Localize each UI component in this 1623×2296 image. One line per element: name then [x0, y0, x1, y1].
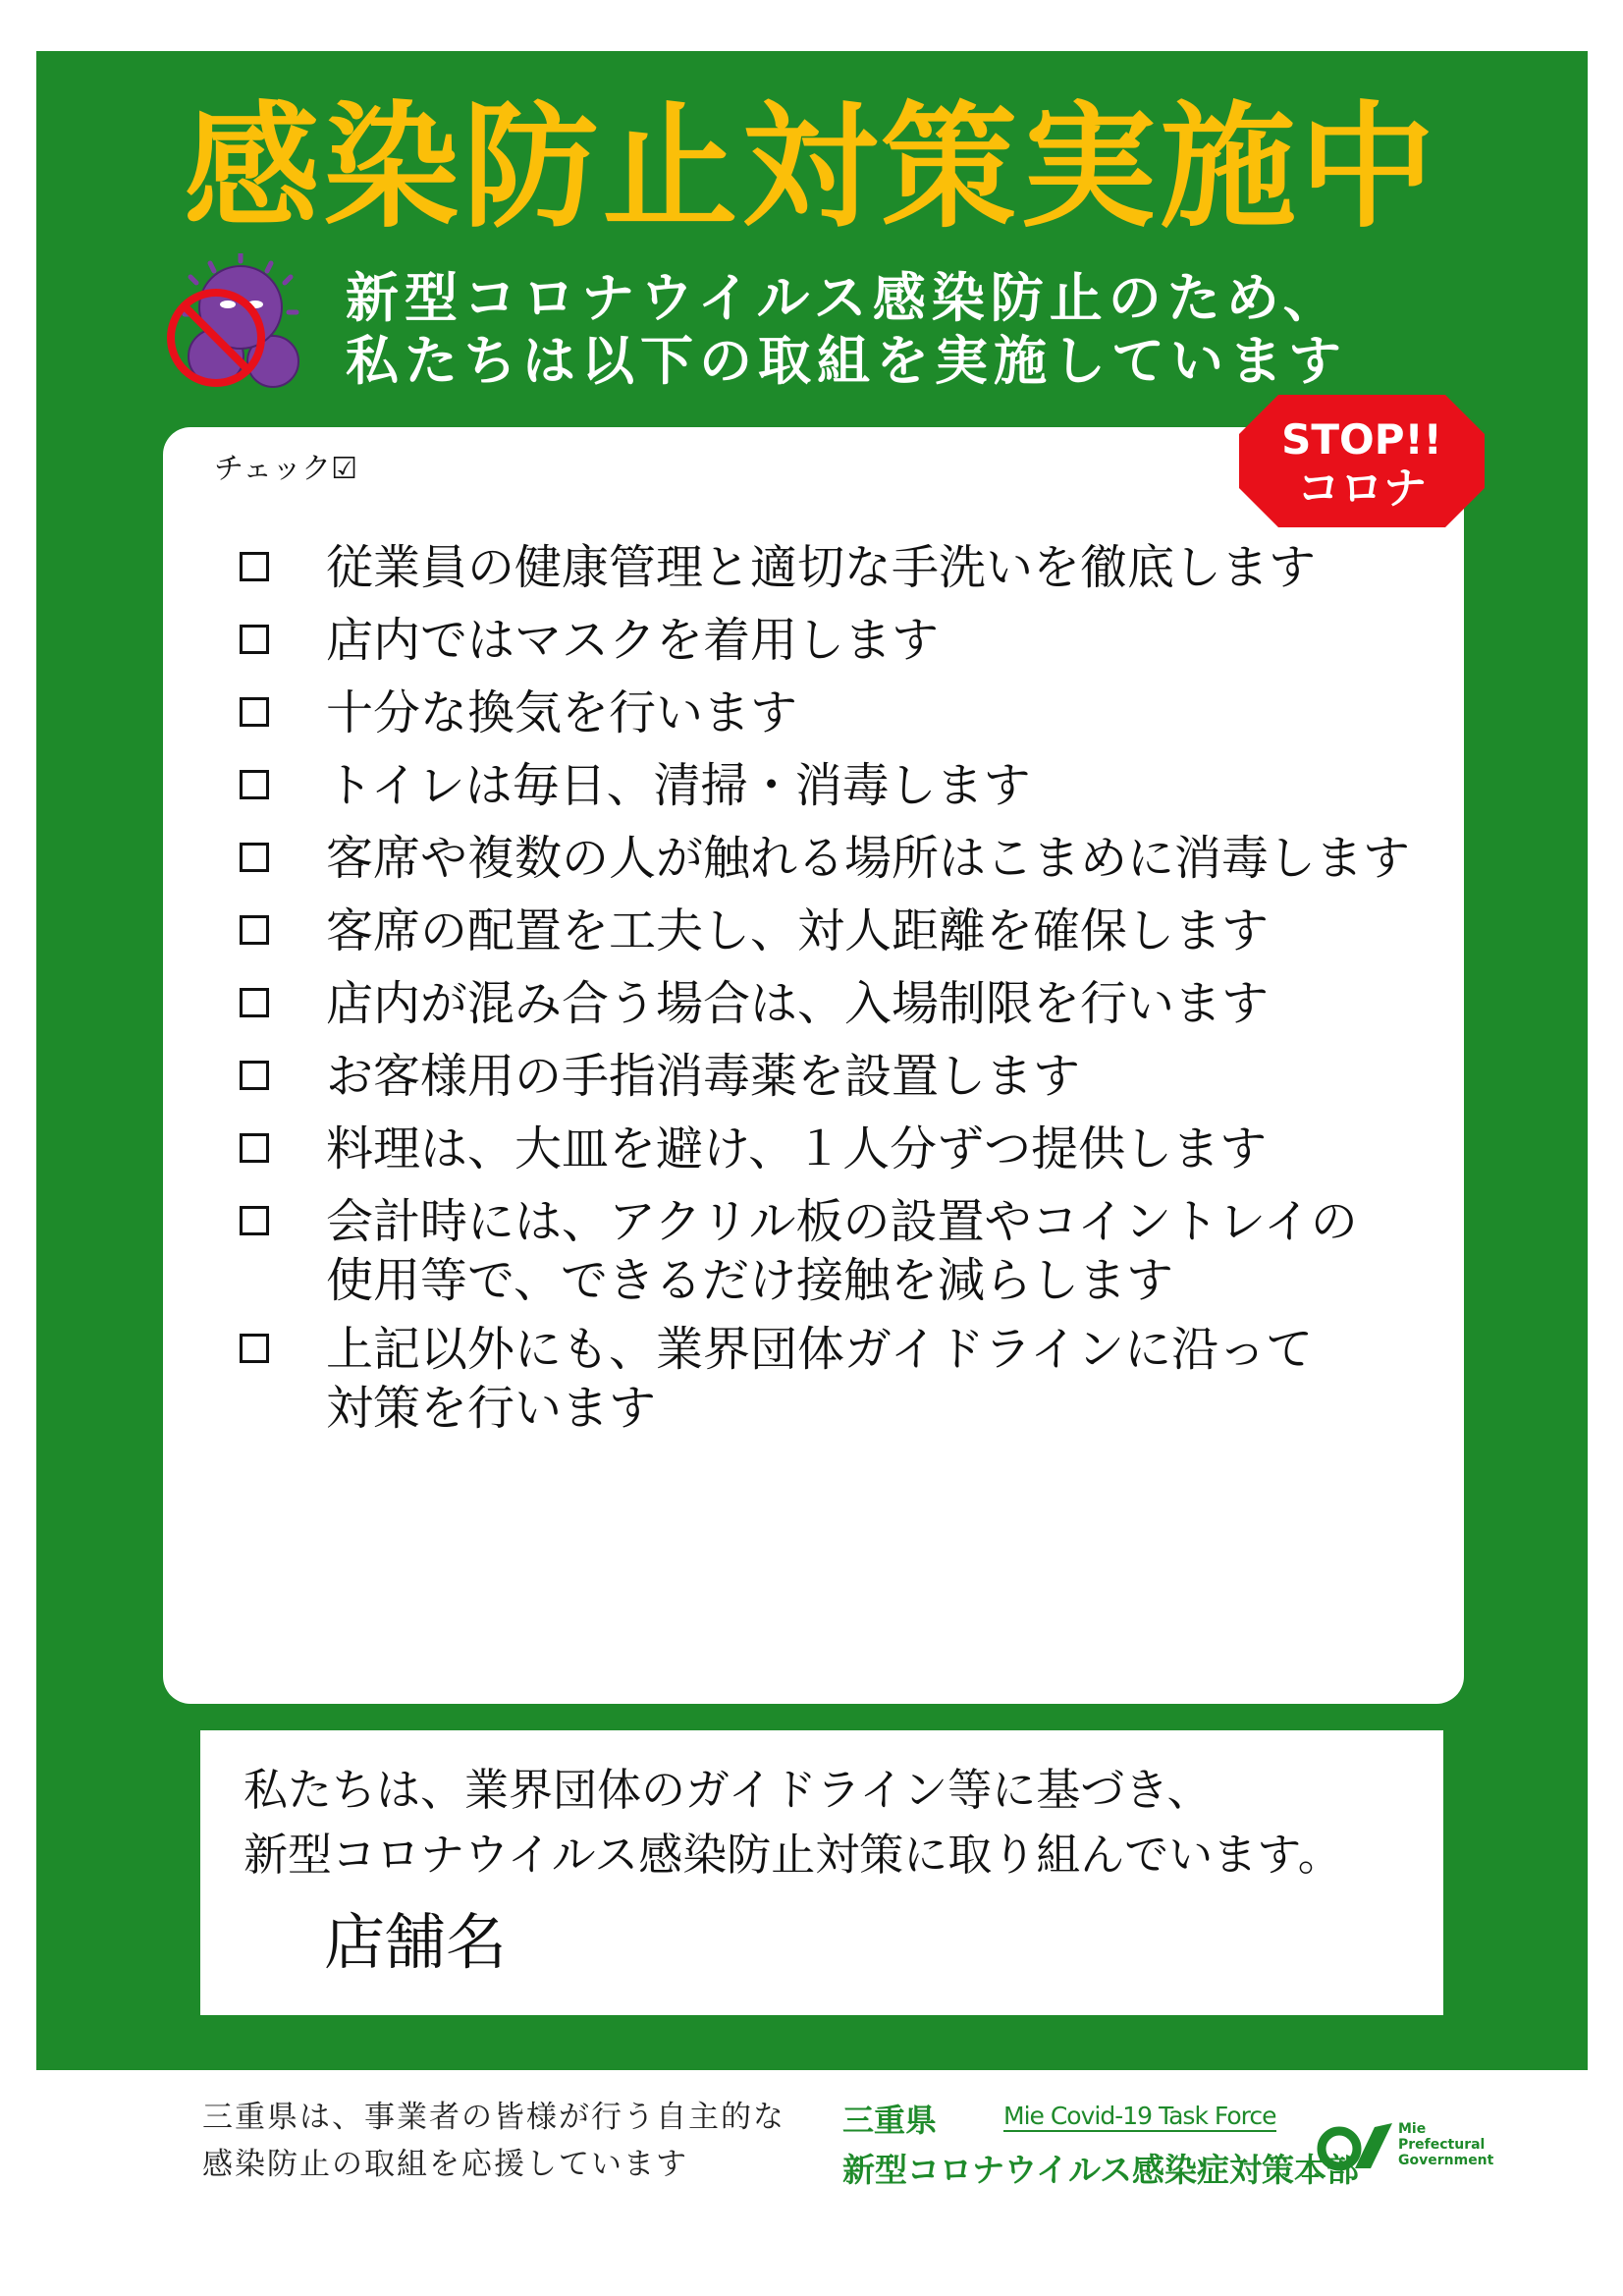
- stop-corona-badge: [1239, 395, 1485, 527]
- store-name-label: 店舗名: [324, 1906, 508, 1978]
- mie-logo-text-line-3: Government: [1398, 2153, 1494, 2168]
- checkbox[interactable]: [240, 1133, 269, 1163]
- checklist-item-text: 従業員の健康管理と適切な手洗いを徹底します: [326, 540, 1317, 595]
- footer-headquarters: 新型コロナウイルス感染症対策本部: [842, 2151, 1360, 2189]
- checkbox[interactable]: [240, 1206, 269, 1235]
- checklist-item-text: 十分な換気を行います: [326, 685, 798, 740]
- pledge-line-2: 新型コロナウイルス感染防止対策に取り組んでいます。: [243, 1829, 1342, 1881]
- subtitle-line-1: 新型コロナウイルス感染防止のため、: [346, 267, 1342, 329]
- checklist-item-text: 店内が混み合う場合は、入場制限を行います: [326, 976, 1270, 1031]
- stop-badge-line-2: コロナ: [1297, 464, 1427, 514]
- virus-icon: [157, 253, 314, 401]
- checkbox[interactable]: [240, 552, 269, 581]
- mie-prefecture-logo-icon: [1316, 2117, 1394, 2176]
- mie-logo-text: [1398, 2121, 1493, 2168]
- checkbox[interactable]: [240, 697, 269, 727]
- subtitle: [346, 267, 1347, 393]
- checklist-item-text: トイレは毎日、清掃・消毒します: [326, 758, 1031, 813]
- footer-note: [202, 2094, 785, 2188]
- check-hint-label: チェック☑: [214, 452, 357, 486]
- checkbox[interactable]: [240, 915, 269, 945]
- stop-badge-line-1: STOP!!: [1281, 415, 1442, 464]
- checkbox[interactable]: [240, 1334, 269, 1363]
- pledge-line-1: 私たちは、業界団体のガイドライン等に基づき、: [243, 1764, 1212, 1816]
- checklist-item-text: 上記以外にも、業界団体ガイドラインに沿って 対策を行います: [326, 1322, 1314, 1436]
- checklist-item-text: 客席の配置を工夫し、対人距離を確保します: [326, 903, 1270, 958]
- checkbox[interactable]: [240, 843, 269, 872]
- mie-logo-text-line-1: Mie: [1398, 2121, 1427, 2137]
- checkbox[interactable]: [240, 770, 269, 799]
- checklist-item-text: 客席や複数の人が触れる場所はこまめに消毒します: [326, 831, 1411, 886]
- checklist-item-text: 店内ではマスクを着用します: [326, 613, 940, 668]
- footer-note-line-1: 三重県は、事業者の皆様が行う自主的な: [202, 2100, 785, 2135]
- pledge-text: [243, 1758, 1342, 1887]
- checklist-item-text: 料理は、大皿を避け、１人分ずつ提供します: [326, 1121, 1268, 1176]
- mie-logo-text-line-2: Prefectural: [1398, 2137, 1486, 2153]
- footer-note-line-2: 感染防止の取組を応援しています: [202, 2147, 688, 2182]
- poster-title: 感染防止対策実施中: [184, 88, 1439, 246]
- checkbox[interactable]: [240, 1061, 269, 1090]
- subtitle-line-2: 私たちは以下の取組を実施しています: [346, 330, 1347, 392]
- checklist-item-text: お客様用の手指消毒薬を設置します: [326, 1049, 1081, 1104]
- checkbox[interactable]: [240, 625, 269, 654]
- checklist-item-text: 会計時には、アクリル板の設置やコイントレイの 使用等で、できるだけ接触を減らします: [326, 1194, 1358, 1308]
- footer-task-force: Mie Covid-19 Task Force: [1003, 2102, 1276, 2130]
- checkbox[interactable]: [240, 988, 269, 1017]
- footer-prefecture: 三重県: [842, 2102, 938, 2139]
